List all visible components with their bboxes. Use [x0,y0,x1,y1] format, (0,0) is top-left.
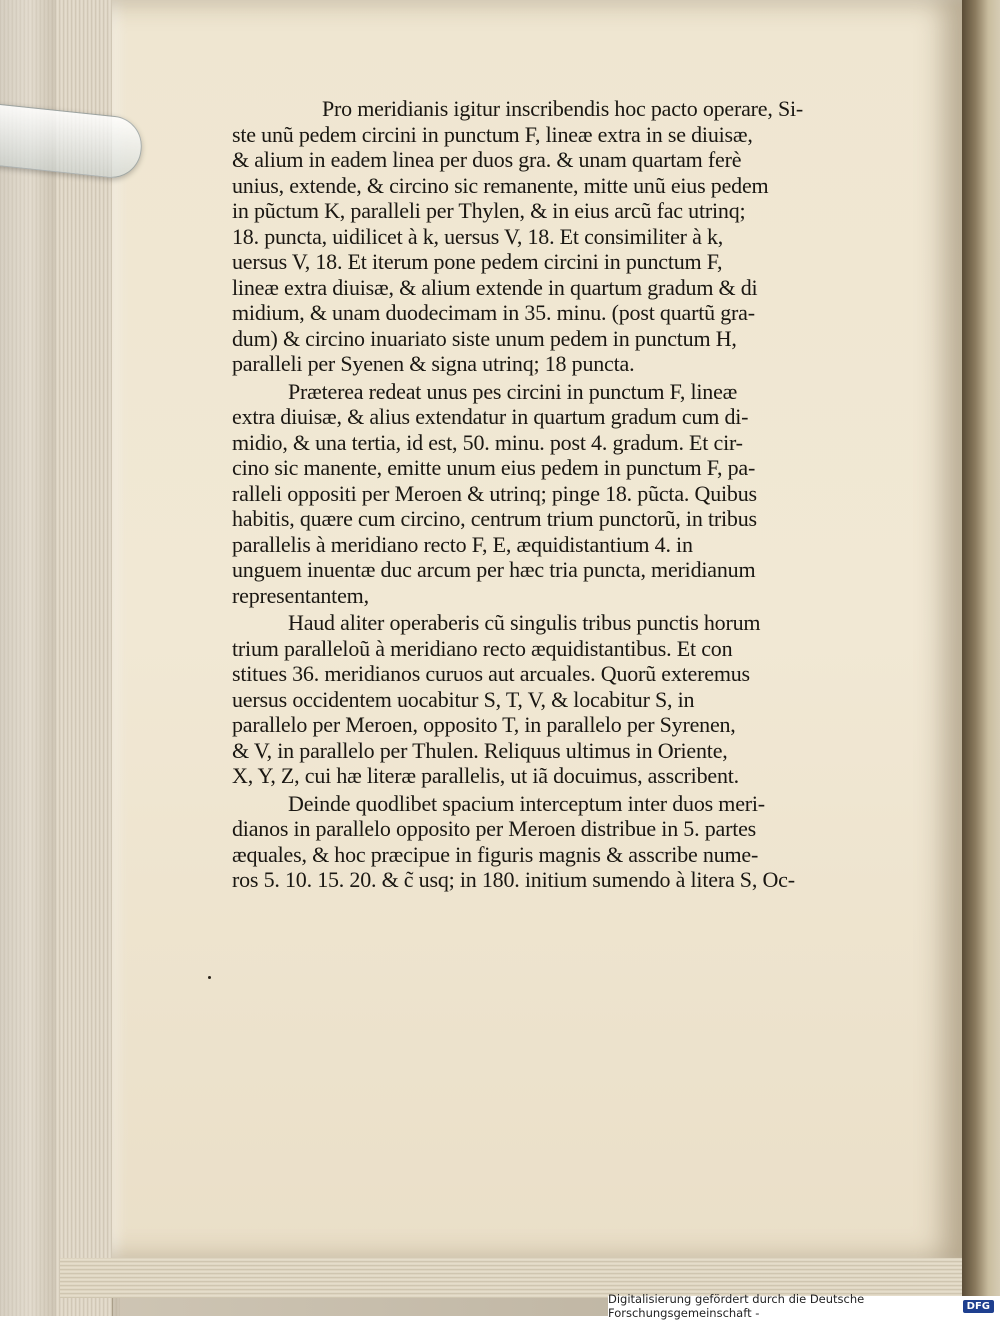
text-line: dianos in parallelo opposito per Meroen distribue in 5. partes [232,816,757,841]
text-line: Pro meridianis igitur inscribendis hoc pacto operare, Si- [322,96,804,121]
text-line: Haud aliter operaberis cũ singulis tribus punctis horum [288,610,761,635]
text-line: unguem inuentæ duc arcum per hæc tria puncta, meridianum [232,557,756,582]
text-line: midium, & unam duodecimam in 35. minu. (post quartũ gra- [232,300,755,325]
text-line: ralleli oppositi per Meroen & utrinq; pinge 18. pũcta. Quibus [232,480,757,506]
text-line: midio, & una tertia, id est, 50. minu. post 4. gradum. Et cir- [232,429,743,455]
text-line: parallelis à meridiano recto F, E, æquidistantium 4. in [232,531,693,557]
ink-speck [208,976,211,979]
text-line: uersus occidentem uocabitur S, T, V, & locabitur S, in [232,686,695,712]
text-line: & alium in eadem linea per duos gra. & unam quartam ferè [232,147,742,172]
text-line: lineæ extra diuisæ, & alium extende in quartum gradum & di [232,274,758,300]
paragraph-2 [232,379,852,609]
text-line: habitis, quære cum circino, centrum trium punctorũ, in tribus [232,506,757,531]
text-line: æquales, & hoc præcipue in figuris magnis & asscribe nume- [232,841,759,867]
text-line: dum) & circino inuariato siste unum pedem in punctum H, [232,325,737,351]
text-line: ros 5. 10. 15. 20. & c̃ usq; in 180. initium sumendo à litera S, Oc- [232,867,795,892]
page-stack-left [56,0,113,1316]
text-line: representantem, [232,582,369,608]
text-line: Præterea redeat unus pes circini in punctum F, lineæ [288,378,738,404]
text-line: ste unũ pedem circini in punctum F, lineæ extra in se diuisæ, [232,121,753,147]
text-line: Deinde quodlibet spacium interceptum inter duos meri- [288,790,765,816]
text-line: in pũctum K, paralleli per Thylen, & in eius arcũ fac utrinq; [232,198,746,223]
text-line: cino sic manente, emitte unum eius pedem in punctum F, pa- [232,455,756,480]
dfg-logo-icon: DFG [963,1300,994,1313]
page-text [232,96,852,895]
text-line: paralleli per Syenen & signa utrinq; 18 puncta. [232,351,635,376]
text-line: 18. puncta, uidilicet à k, uersus V, 18. Et consimiliter à k, [232,223,724,249]
text-line: trium paralleloũ à meridiano recto æquidistantibus. Et con [232,635,733,661]
text-line: parallelo per Meroen, opposito T, in parallelo per Syrenen, [232,712,736,737]
paragraph-1 [232,96,852,377]
text-line: & V, in parallelo per Thulen. Reliquus ultimus in Oriente, [232,737,728,763]
digitization-footer [608,1292,1000,1320]
text-line: stitues 36. meridianos curuos aut arcuales. Quorũ exteremus [232,661,750,686]
text-line: uersus V, 18. Et iterum pone pedem circini in punctum F, [232,249,723,274]
text-line: X, Y, Z, cui hæ literæ parallelis, ut iã docuimus, asscribent. [232,763,739,788]
footer-credit: Digitalisierung gefördert durch die Deutsche Forschungsgemeinschaft - [608,1292,865,1320]
text-line: unius, extende, & circino sic remanente, mitte unũ eius pedem [232,172,769,198]
paragraph-3 [232,610,852,789]
book-gutter [962,0,1000,1316]
text-line: extra diuisæ, & alius extendatur in quartum gradum cum di- [232,404,749,429]
paragraph-4 [232,791,852,893]
